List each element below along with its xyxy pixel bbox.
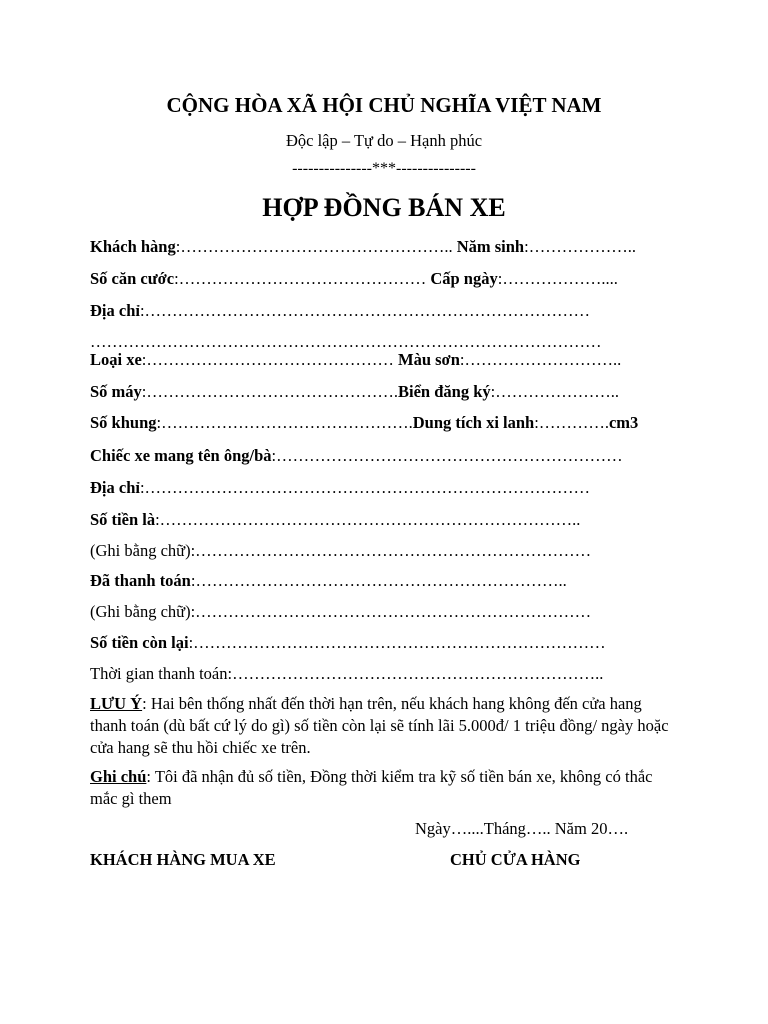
amount-label: Số tiền là (90, 510, 156, 529)
address-continuation[interactable]: ………………………………………………………………………………… (90, 332, 602, 351)
chassis-row (90, 413, 690, 433)
chassis-number-field[interactable]: :………………………………………. (156, 413, 413, 432)
remaining-field[interactable]: :………………………………………………………………… (188, 633, 606, 652)
paid-row (90, 571, 690, 591)
owner-address-field[interactable]: :……………………………………………………………………… (139, 478, 591, 497)
address-row (90, 301, 690, 321)
customer-label: Khách hàng (90, 237, 176, 256)
birth-year-label: Năm sinh (456, 237, 525, 256)
seller-title: CHỦ CỬA HÀNG (450, 850, 581, 869)
vehicle-type-row (90, 350, 690, 370)
id-number-field[interactable]: :……………………………………… (174, 269, 427, 288)
amount-words-2[interactable]: (Ghi bằng chữ):……………………………………………………………… (90, 602, 592, 621)
payment-time[interactable]: Thời gian thanh toán:………………………………………………………….. (90, 664, 604, 683)
engine-number-label: Số máy (90, 382, 142, 401)
separator: ---------------***--------------- (292, 160, 476, 177)
vehicle-type-label: Loại xe (90, 350, 142, 369)
paid-field[interactable]: :………………………………………………………….. (190, 571, 567, 590)
id-row (90, 269, 690, 289)
chassis-number-label: Số khung (90, 413, 157, 432)
issue-date-field[interactable]: :……………….... (497, 269, 618, 288)
national-title: CỘNG HÒA XÃ HỘI CHỦ NGHĨA VIỆT NAM (166, 93, 602, 117)
id-number-label: Số căn cước (90, 269, 175, 288)
remark-label: Ghi chú (90, 767, 147, 786)
cylinder-unit: cm3 (608, 413, 639, 432)
date-line: Ngày…....Tháng….. Năm 20…. (415, 819, 629, 838)
amount-words-1[interactable]: (Ghi bằng chữ):……………………………………………………………… (90, 541, 592, 560)
owner-address-row (90, 478, 690, 498)
paid-label: Đã thanh toán (90, 571, 191, 590)
remark-note (90, 766, 678, 810)
birth-year-field[interactable]: :……………….. (524, 237, 636, 256)
cylinder-label: Dung tích xi lanh (412, 413, 535, 432)
customer-row (90, 237, 690, 257)
buyer-title: KHÁCH HÀNG MUA XE (90, 850, 276, 869)
engine-row (90, 382, 690, 402)
owner-name-label: Chiếc xe mang tên ông/bà (90, 446, 272, 465)
address-label: Địa chỉ (90, 301, 140, 320)
cylinder-field[interactable]: :…………. (534, 413, 609, 432)
amount-field[interactable]: :………………………………………………………………….. (155, 510, 581, 529)
warning-label: LƯU Ý (90, 694, 143, 713)
plate-number-label: Biển đăng ký (398, 382, 491, 401)
paint-color-field[interactable]: :……………………….. (459, 350, 622, 369)
issue-date-label: Cấp ngày (430, 269, 498, 288)
amount-row (90, 510, 690, 530)
contract-title: HỢP ĐỒNG BÁN XE (262, 193, 506, 222)
warning-note (90, 693, 678, 759)
owner-name-row (90, 446, 690, 466)
address-field[interactable]: :……………………………………………………………………… (139, 301, 591, 320)
warning-text: : Hai bên thống nhất đến thời hạn trên, nếu khách hang không đến cửa hang thanh toán (dù bất cứ lý do gì) số tiền còn lại sẽ tính lãi 5.000đ/ 1 triệu đồng/ ngày hoặc cửa hang sẽ thu hồi chiếc xe trên. (90, 694, 669, 757)
remaining-row (90, 633, 690, 653)
motto: Độc lập – Tự do – Hạnh phúc (285, 131, 483, 150)
plate-number-field[interactable]: :………………….. (490, 382, 619, 401)
paint-color-label: Màu sơn (398, 350, 460, 369)
customer-field[interactable]: :………………………………………….. (175, 237, 453, 256)
engine-number-field[interactable]: :………………………………………. (141, 382, 399, 401)
remaining-label: Số tiền còn lại (90, 633, 189, 652)
owner-address-label: Địa chỉ (90, 478, 140, 497)
remark-text: : Tôi đã nhận đủ số tiền, Đồng thời kiểm tra kỹ số tiền bán xe, không có thắc mắc gì them (90, 767, 653, 808)
vehicle-type-field[interactable]: :……………………………………… (141, 350, 394, 369)
owner-name-field[interactable]: :……………………………………………………… (271, 446, 623, 465)
